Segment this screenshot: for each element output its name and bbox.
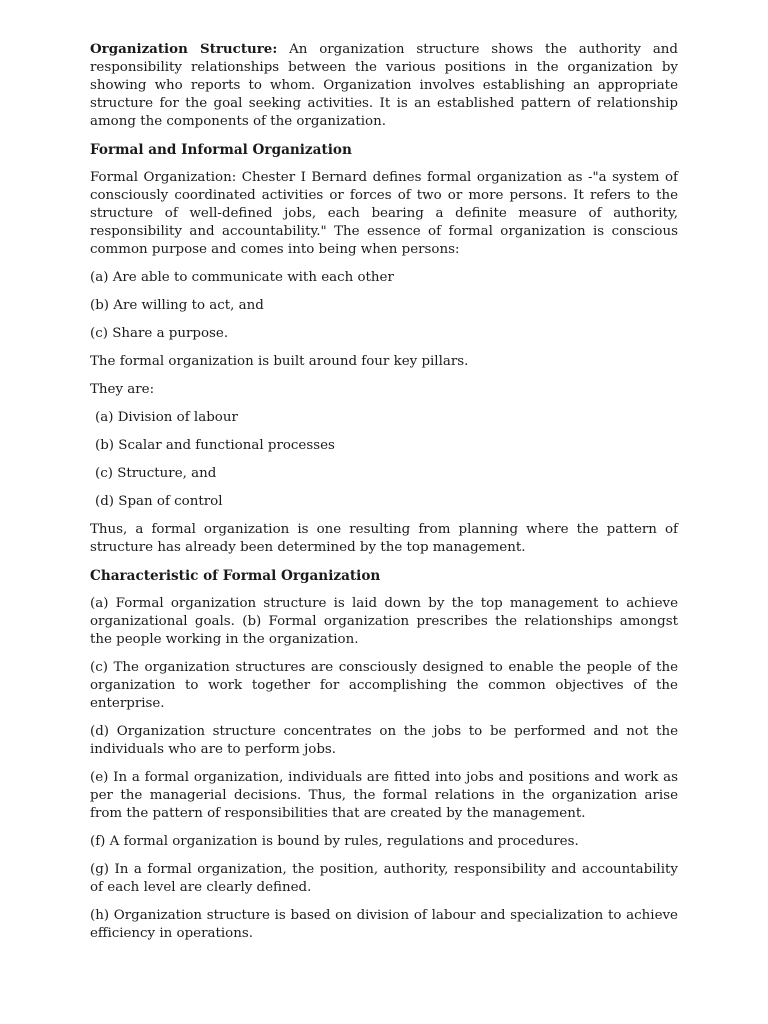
intro-paragraph bbox=[90, 40, 678, 131]
characteristic-item: (d) Organization structure concentrates on the jobs to be performed and not the individuals who are to perform jobs. bbox=[90, 724, 678, 757]
definition-paragraph: Formal Organization: Chester I Bernard defines formal organization as -"a system of consciously coordinated activities or forces of two or more persons. It refers to the structure of well-defined jobs, each bearing a definite measure of authority, responsibility and accountability." The essence of formal organization is conscious common purpose and comes into being when persons: bbox=[90, 170, 678, 257]
characteristic-item: (a) Formal organization structure is laid down by the top management to achieve organizational goals. (b) Formal organization prescribes the relationships amongst the people working in the organization. bbox=[90, 596, 678, 647]
pillars-intro: The formal organization is built around four key pillars. bbox=[90, 354, 469, 369]
pillar-item: (a) Division of labour bbox=[95, 410, 238, 425]
characteristic-item: (g) In a formal organization, the position, authority, responsibility and accountability of each level are clearly defined. bbox=[90, 862, 678, 895]
condition-item: (b) Are willing to act, and bbox=[90, 298, 264, 313]
pillar-item: (d) Span of control bbox=[95, 494, 223, 509]
intro-lead: Organization Structure: bbox=[90, 41, 278, 57]
characteristic-item: (e) In a formal organization, individuals are fitted into jobs and positions and work as per the managerial decisions. Thus, the formal relations in the organization arise from the pattern of responsibilities that are created by the management. bbox=[90, 770, 678, 821]
pillar-item: (b) Scalar and functional processes bbox=[95, 438, 335, 453]
condition-item: (a) Are able to communicate with each other bbox=[90, 270, 394, 285]
characteristic-item: (f) A formal organization is bound by rules, regulations and procedures. bbox=[90, 834, 579, 849]
condition-item: (c) Share a purpose. bbox=[90, 326, 229, 341]
conclusion-paragraph: Thus, a formal organization is one resulting from planning where the pattern of structure has already been determined by the top management. bbox=[90, 522, 678, 555]
section-heading-formal-informal: Formal and Informal Organization bbox=[90, 142, 352, 158]
pillar-item: (c) Structure, and bbox=[95, 466, 217, 481]
intro-text: An organization structure shows the authority and responsibility relationships between the various positions in the organization by showing who reports to whom. Organization involves establishing an appropriate structure for the goal seeking activities. It is an established pattern of relationship among the components of the organization. bbox=[90, 42, 678, 129]
document-page bbox=[90, 40, 678, 953]
they-are-label: They are: bbox=[90, 382, 155, 397]
characteristic-item: (h) Organization structure is based on division of labour and specialization to achieve efficiency in operations. bbox=[90, 908, 678, 941]
section-heading-characteristics: Characteristic of Formal Organization bbox=[90, 568, 381, 584]
characteristic-item: (c) The organization structures are consciously designed to enable the people of the organization to work together for accomplishing the common objectives of the enterprise. bbox=[90, 660, 678, 711]
